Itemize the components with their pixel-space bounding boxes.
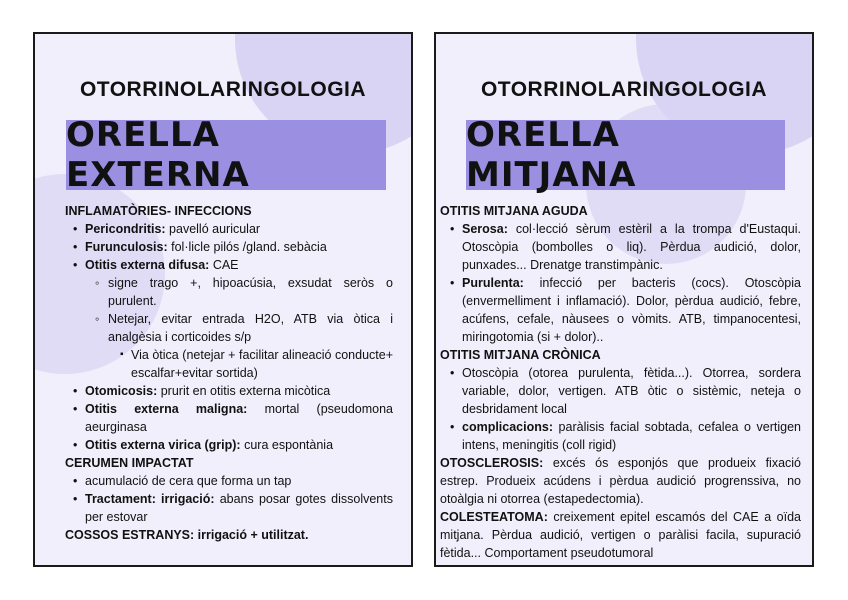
card-title: ORELLA EXTERNA [66,115,250,195]
list-item: • acumulació de cera que forma un tap [65,472,393,490]
list-item: • Tractament: irrigació: abans posar gotes dissolvents per estovar [65,490,393,526]
card-content [436,202,812,562]
paragraph: OTOSCLEROSIS: excés ós esponjós que produeix fixació estrep. Produeix acúdens i pèrdua audició progrenssiva, no otoàlgia ni otorrea (estapedectomia). [440,456,801,506]
list-item: • Purulenta: infecció per bacteris (cocs). Otoscòpia (envermelliment i inflamació). Dolor, pèrdua audició, febre, acúfens, cefale, nàusees o vòmits. ATB, timpanocentesi, miringotomia (si + dolor).. [440,274,801,346]
card-content [35,202,411,544]
list-item: • Otitis externa virica (grip): cura espontània [65,436,393,454]
list [440,364,801,454]
sub-list-item: ◦ Netejar, evitar entrada H2O, ATB via òtica i analgèsia i corticoides s/p [65,310,393,346]
list-item: • Otitis externa maligna: mortal (pseudomona aeurginasa [65,400,393,436]
list [440,220,801,346]
list-item: • Otitis externa difusa: CAE [65,256,393,274]
list [65,472,393,526]
section-heading: COSSOS ESTRANYS: irrigació + utilitzat. [65,528,309,542]
sub-list-item: ◦ signe trago +, hipoacúsia, exsudat seròs o purulent. [65,274,393,310]
sub-sub-list-item: ▪ Via òtica (netejar + facilitar alineació conducte+ escalfar+evitar sortida) [65,346,393,382]
card-orella-mitjana [434,32,814,567]
list [65,220,393,454]
title-banner [466,115,785,195]
list-item: • Otomicosis: prurit en otitis externa micòtica [65,382,393,400]
section-heading: OTITIS MITJANA AGUDA [440,204,588,218]
list-item: • complicacions: paràlisis facial sobtada, cefalea o vertigen intens, meningitis (coll rigid) [440,418,801,454]
list-item: • Furunculosis: fol·licle pilós /gland. sebàcia [65,238,393,256]
section-heading: INFLAMATÒRIES- INFECCIONS [65,204,252,218]
card-heading: OTORRINOLARINGOLOGIA [480,78,768,101]
paragraph: COLESTEATOMA: creixement epitel escamós del CAE a oïda mitjana. Pèrdua audició, vertigen o paràlisi facila, supuració fètida... Comportament pseudotumoral [440,510,801,560]
list-item: • Otoscòpia (otorea purulenta, fètida...). Otorrea, sordera variable, dolor, vertigen. ATB òtic o sistèmic, neteja o desbridament local [440,364,801,418]
list-item: • Pericondritis: pavelló auricular [65,220,393,238]
title-banner [66,115,386,195]
section-heading: OTITIS MITJANA CRÒNICA [440,348,601,362]
list-item: • Serosa: col·lecció sèrum estèril a la trompa d'Eustaqui. Otoscòpia (bombolles o liq). Pèrdua audició, dolor, punxades... Drenatge transtimpànic. [440,220,801,274]
section-heading: CERUMEN IMPACTAT [65,456,194,470]
card-title: ORELLA MITJANA [466,115,637,195]
card-orella-externa [33,32,413,567]
card-heading: OTORRINOLARINGOLOGIA [79,78,367,101]
